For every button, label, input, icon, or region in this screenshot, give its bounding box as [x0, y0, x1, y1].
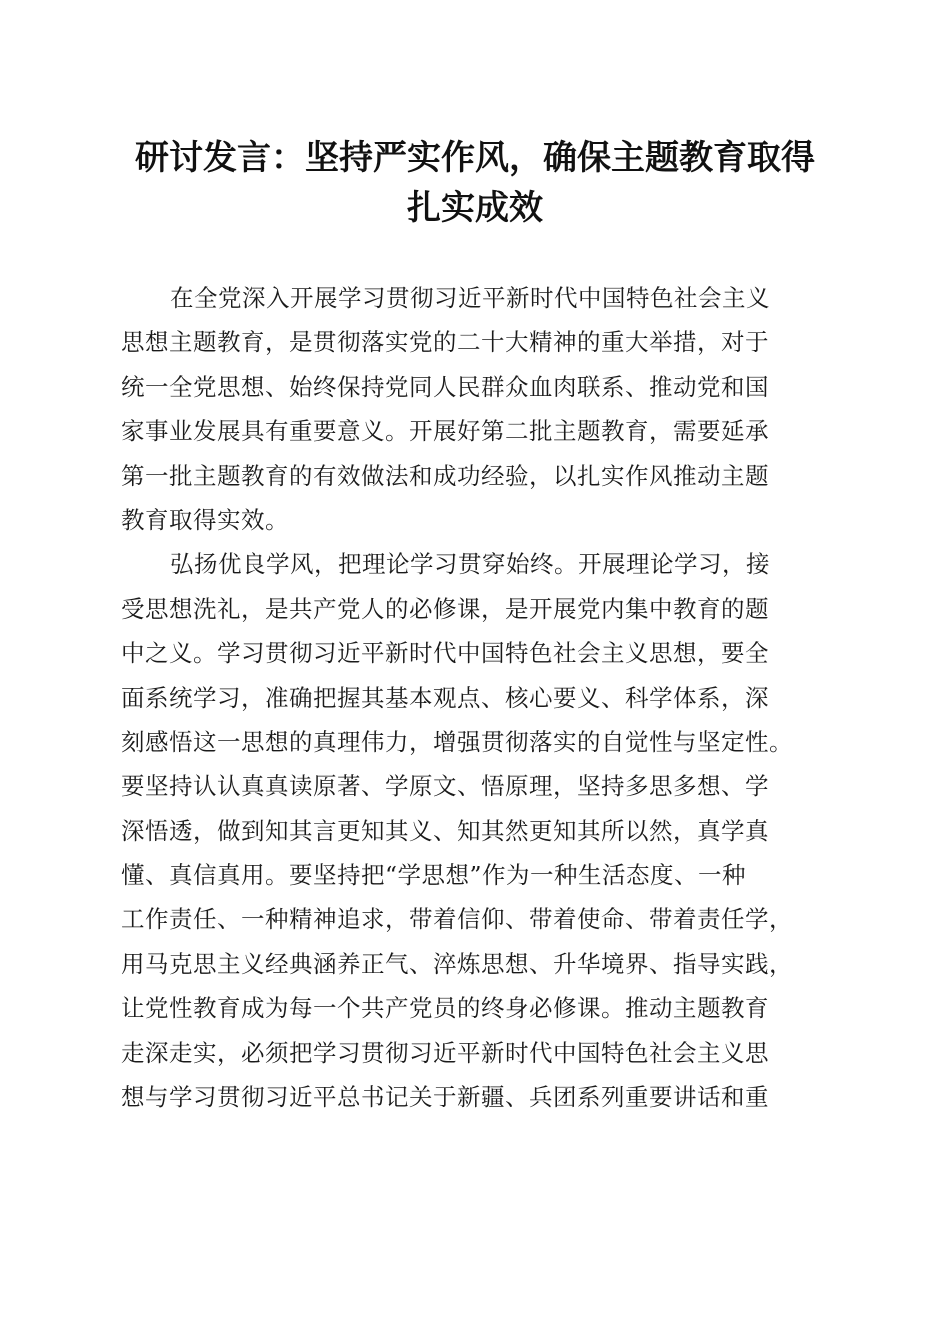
paragraph-line: 第一批主题教育的有效做法和成功经验，以扎实作风推动主题 [121, 461, 769, 490]
paragraph-line: 面系统学习，准确把握其基本观点、核心要义、科学体系，深 [121, 683, 769, 712]
paragraph-line: 工作责任、一种精神追求，带着信仰、带着使命、带着责任学， [121, 905, 793, 934]
paragraph-line: 统一全党思想、始终保持党同人民群众血肉联系、推动党和国 [121, 372, 769, 401]
document-title [100, 133, 850, 233]
paragraph-2 [121, 542, 833, 1119]
paragraph-line: 弘扬优良学风，把理论学习贯穿始终。开展理论学习，接 [170, 550, 770, 579]
paragraph-line: 受思想洗礼，是共产党人的必修课，是开展党内集中教育的题 [121, 594, 769, 623]
title-line-1: 研讨发言：坚持严实作风，确保主题教育取得 [135, 138, 815, 178]
title-line-2: 扎实成效 [407, 188, 543, 228]
paragraph-line: 要坚持认认真真读原著、学原文、悟原理，坚持多思多想、学 [121, 772, 769, 801]
paragraph-line: 中之义。学习贯彻习近平新时代中国特色社会主义思想，要全 [121, 639, 769, 668]
paragraph-line: 家事业发展具有重要意义。开展好第二批主题教育，需要延承 [121, 417, 769, 446]
document-body [121, 276, 833, 1119]
paragraph-line: 刻感悟这一思想的真理伟力，增强贯彻落实的自觉性与坚定性。 [121, 727, 793, 756]
paragraph-line: 在全党深入开展学习贯彻习近平新时代中国特色社会主义 [170, 284, 770, 312]
paragraph-line: 用马克思主义经典涵养正气、淬炼思想、升华境界、指导实践， [121, 949, 793, 978]
paragraph-line: 让党性教育成为每一个共产党员的终身必修课。推动主题教育 [121, 994, 769, 1023]
paragraph-line: 走深走实，必须把学习贯彻习近平新时代中国特色社会主义思 [121, 1038, 769, 1067]
paragraph-line: 思想主题教育，是贯彻落实党的二十大精神的重大举措，对于 [121, 328, 769, 357]
paragraph-line: 深悟透，做到知其言更知其义、知其然更知其所以然，真学真 [121, 816, 769, 845]
paragraph-line: 教育取得实效。 [121, 505, 289, 534]
paragraph-line: 想与学习贯彻习近平总书记关于新疆、兵团系列重要讲话和重 [121, 1083, 769, 1112]
paragraph-1 [121, 276, 833, 542]
paragraph-line: 懂、真信真用。要坚持把“学思想”作为一种生活态度、一种 [121, 861, 747, 890]
